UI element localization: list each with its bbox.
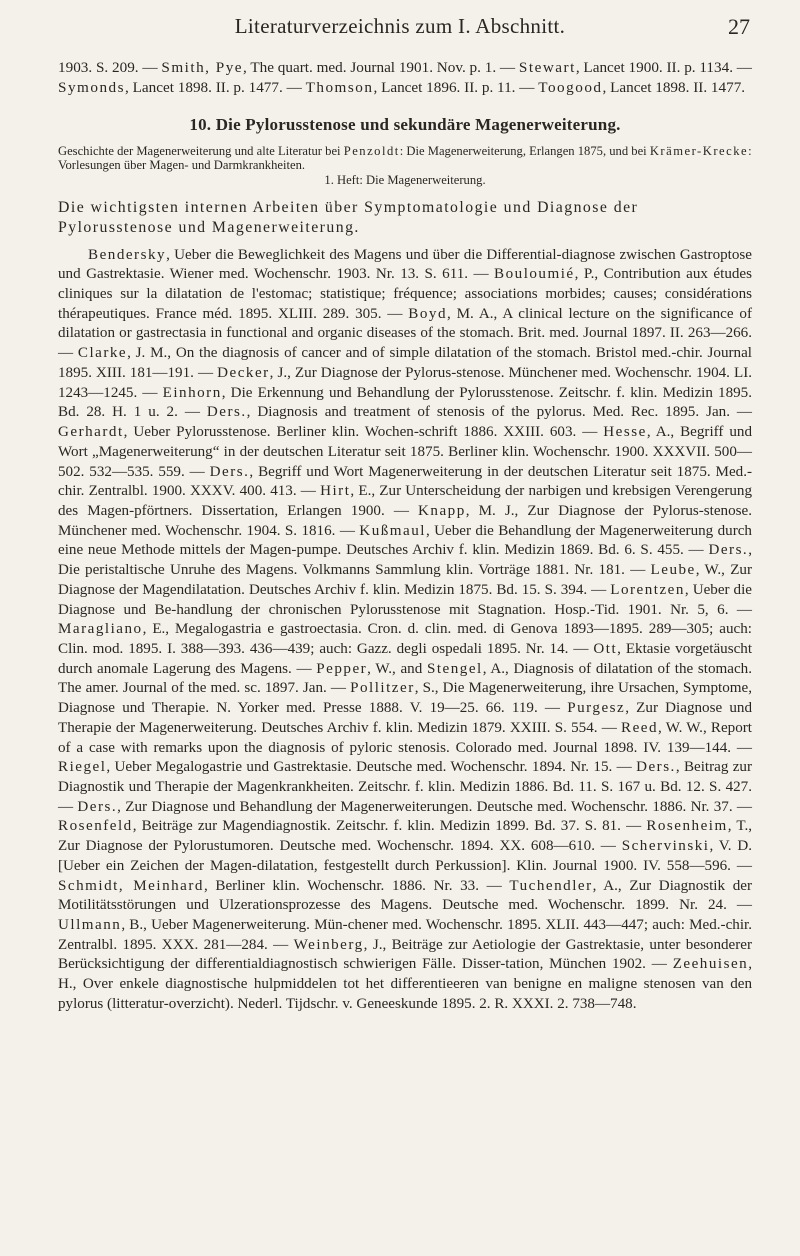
author-name: Rosenfeld xyxy=(58,818,133,835)
author-name: Pollitzer xyxy=(350,680,415,697)
author-name: Hirt xyxy=(320,483,351,500)
author-name: Kußmaul xyxy=(359,522,426,539)
ref-text: , The quart. med. Journal 1901. Nov. p. 1. — xyxy=(243,59,519,76)
ref-text: , Ueber die Behandlung der Magenerweiterung durch eine neue Methode mittels der Magen-pumpe. Deutsches Archiv f. klin. Medizin 1869. Bd. 6. S. 455. — xyxy=(58,522,752,559)
author-name: Ders. xyxy=(209,463,250,480)
ref-text: , Beitrag zur Diagnostik und Therapie der Magenkrankheiten. Zeitschr. f. klin. Medizin 1886. Bd. 11. S. 167 u. Bd. 12. S. 427. — xyxy=(58,759,752,815)
ref-text: , Lancet 1898. II. p. 1477. — xyxy=(125,78,306,96)
ref-text: , T., Zur Diagnose der Pylorustumoren. Deutsche med. Wochenschr. 1894. XX. 608—610. — xyxy=(58,818,753,855)
author-name: Schervinski xyxy=(621,838,710,855)
ref-text: , Lancet 1900. II. p. 1134. — xyxy=(575,59,752,76)
ref-text: , M. A., A clinical lecture on the significance of dilatation or gastrectasia in functional and organic diseases of the stomach. Brit. med. Journal 1897. II. 263—266. — xyxy=(58,305,753,362)
reference-list xyxy=(58,246,752,1015)
author-name: Reed xyxy=(621,719,659,736)
author-name: Pepper xyxy=(316,660,368,677)
ref-text: 1903. S. 209. — xyxy=(58,59,162,76)
author-name: Thomson xyxy=(305,78,374,96)
author-name: Decker xyxy=(217,364,270,381)
ref-text: , Zur Diagnose und Behandlung der Magenerweiterungen. Deutsche med. Wochenschr. 1886. Nr. 37. — xyxy=(117,798,752,815)
history-text: Geschichte der Magenerweiterung und alte Literatur bei xyxy=(58,143,344,158)
ref-text: , W. W., Report of a case with remarks upon the diagnosis of pyloric stenosis. Colorado med. Journal 1898. IV. 139—144. — xyxy=(58,719,752,756)
section-title: Die Pylorusstenose und sekundäre Magenerweiterung. xyxy=(215,114,621,134)
author-name: Lorentzen xyxy=(610,581,685,598)
author-name: Ullmann xyxy=(58,917,122,934)
ref-text: , E., Zur Unterscheidung der narbigen und krebsigen Verengerung des Magen-pförtners. Dissertation, Erlangen 1900. — xyxy=(58,483,752,519)
ref-text: , Begriff und Wort Magenerweiterung in der deutschen Literatur seit 1875. Med.-chir. Zentralbl. 1900. XXXV. 400. 413. — xyxy=(58,463,753,500)
author-name: Toogood xyxy=(538,78,603,96)
ref-text: , Die peristaltische Unruhe des Magens. Volkmanns Sammlung klin. Vorträge 1881. Nr. 181. — xyxy=(58,542,752,579)
page-body xyxy=(58,58,752,1015)
ref-text: , J., Beiträge zur Aetiologie der Gastrektasie, unter besonderer Berücksichtigung der differentialdiagnostisch schwierigen Fälle. Disser-tation, München 1902. — xyxy=(58,936,753,973)
ref-text: , Ueber die Diagnose und Be-handlung der chronischen Pylorusstenose mit Stagnation. Hosp.-Tid. 1901. Nr. 5, 6. — xyxy=(58,581,752,618)
author-name: Weinberg xyxy=(293,936,364,953)
ref-text: , Die Erkennung und Behandlung der Pylorusstenose. Zeitschr. f. klin. Medizin 1895. Bd. 28. H. 1 u. 2. — xyxy=(58,384,752,421)
history-note xyxy=(58,144,752,188)
author-name: Einhorn xyxy=(162,384,222,401)
author-name: Clarke xyxy=(77,345,128,362)
author-name: Knapp xyxy=(418,502,466,519)
author-name: Bouloumié xyxy=(494,266,575,283)
author-name: Leube xyxy=(650,562,696,579)
ref-text: , M. J., Zur Diagnose der Pylorus-stenose. Münchener med. Wochenschr. 1904. S. 1816. — xyxy=(58,502,752,539)
ref-text: , A., Zur Diagnostik der Motilitätsstörungen und Ulzerationsprozesse des Magens. Deutsche med. Wochenschr. 1899. Nr. 24. — xyxy=(58,877,752,914)
author-name: Ders. xyxy=(77,798,118,815)
ref-text: , J. M., On the diagnosis of cancer and of simple dilatation of the stomach. Bristol med.-chir. Journal 1895. XIII. 181—191. — xyxy=(58,345,752,381)
author-name: Gerhardt xyxy=(58,424,124,441)
ref-text: , Zur Diagnose und Therapie der Magenerweiterung. Deutsches Archiv f. klin. Medizin 1879. XXIII. S. 554. — xyxy=(58,700,752,736)
author-name: Ders. xyxy=(206,404,247,421)
author-name: Penzoldt xyxy=(343,143,400,158)
author-name: Maragliano xyxy=(58,621,143,638)
ref-text: , S., Die Magenerweiterung, ihre Ursachen, Symptome, Diagnose und Therapie. N. Yorker med. Presse 1888. V. 19—25. 66. 119. — xyxy=(58,680,753,717)
author-name: Krämer-Krecke xyxy=(649,143,749,158)
author-name: Stengel xyxy=(426,660,483,677)
subheading: Die wichtigsten internen Arbeiten über Symptomatologie und Diagnose der Pylorusstenose und Magenerweiterung. xyxy=(58,198,639,236)
author-name: Schmidt, Meinhard xyxy=(58,877,204,894)
ref-text: , H., Over enkele diagnostische hulpmiddelen tot het differentieeren van benigne en maligne stenosen van den pylorus (litteratur-overzicht). Nederl. Tijdschr. v. Geneeskunde 1895. 2. R. XXXI. 2. 738—748. xyxy=(58,956,752,1012)
running-header xyxy=(0,14,800,44)
ref-text: , A., Begriff und Wort „Magenerweiterung“ in der deutschen Literatur seit 1875. Berliner klin. Wochenschr. 1900. XXXVII. 500—502. 532—535. 559. — xyxy=(58,424,752,480)
ref-text: , A., Diagnosis of dilatation of the stomach. The amer. Journal of the med. sc. 1897. Jan. — xyxy=(58,660,752,697)
ref-text: , W., Zur Diagnose der Magendilatation. Deutsches Archiv f. klin. Medizin 1875. Bd. 15. S. 394. — xyxy=(58,562,752,598)
author-name: Zeehuisen xyxy=(672,956,749,973)
author-name: Tuchendler xyxy=(509,877,593,894)
author-name: Smith, Pye xyxy=(161,59,244,76)
running-title: Literaturverzeichnis zum I. Abschnitt. xyxy=(234,14,566,38)
ref-text: , Ueber die Beweglichkeit des Magens und über die Differential-diagnose zwischen Gastroptose und Gastrektasie. Wiener med. Wochenschr. 1903. Nr. 13. S. 611. — xyxy=(58,246,752,283)
ref-text: , W., and xyxy=(367,660,427,677)
section-number: 10. xyxy=(189,114,216,134)
continued-references xyxy=(58,58,752,98)
ref-text: , V. D. [Ueber ein Zeichen der Magen-dilatation, festgestellt durch Perkussion]. Klin. Journal 1900. IV. 558—596. — xyxy=(58,838,752,874)
author-name: Stewart xyxy=(518,59,576,76)
author-name: Boyd xyxy=(408,305,448,322)
ref-text: , J., Zur Diagnose der Pylorus-stenose. Münchener med. Wochenschr. 1904. LI. 1243—1245. — xyxy=(58,364,752,401)
page-number: 27 xyxy=(728,14,750,39)
ref-text: , E., Megalogastria e gastroectasia. Cron. d. clin. med. di Genova 1893—1895. 289—305; auch: Clin. mod. 1895. I. 388—393. 436—439; auch: Gazz. degli ospedali 1895. Nr. 14. — xyxy=(58,621,752,657)
author-name: Ott xyxy=(593,640,618,657)
section-heading xyxy=(58,115,752,135)
ref-text: , P., Contribution aux études cliniques sur la dilatation de l'estomac; statistique; fréquence; associations morbides; causes; considérations thérapeutiques. France méd. 1895. XLIII. 289. 305. — xyxy=(58,266,752,322)
author-name: Riegel xyxy=(58,759,107,776)
author-name: Bendersky xyxy=(88,246,167,263)
ref-text: , Lancet 1898. II. 1477. xyxy=(602,78,746,96)
author-name: Ders. xyxy=(708,542,749,559)
ref-text: , B., Ueber Magenerweiterung. Mün-chener med. Wochenschr. 1895. XLII. 443—447; auch: Med.-chir. Zentralbl. 1895. XXX. 281—284. — xyxy=(58,917,752,953)
ref-text: , Ektasie vorgetäuscht durch anomale Lagerung des Magens. — xyxy=(58,640,753,677)
author-name: Ders. xyxy=(636,759,676,776)
ref-text: , Berliner klin. Wochenschr. 1886. Nr. 33. — xyxy=(203,877,510,894)
history-text: 1. Heft: Die Magenerweiterung. xyxy=(324,173,486,187)
history-text: : Vorlesungen über Magen- und Darmkrankheiten. xyxy=(58,143,752,173)
ref-text: , Ueber Megalogastrie und Gastrektasie. Deutsche med. Wochenschr. 1894. Nr. 15. — xyxy=(106,759,637,776)
ref-text: , Lancet 1896. II. p. 11. — xyxy=(373,78,539,96)
ref-text: , Beiträge zur Magendiagnostik. Zeitschr. f. klin. Medizin 1899. Bd. 37. S. 81. — xyxy=(132,818,647,835)
ref-text: , Diagnosis and treatment of stenosis of the pylorus. Med. Rec. 1895. Jan. — xyxy=(246,404,753,421)
author-name: Symonds xyxy=(58,78,126,96)
ref-text: , Ueber Pylorusstenose. Berliner klin. Wochen-schrift 1886. XXIII. 603. — xyxy=(123,424,604,441)
author-name: Rosenheim xyxy=(646,818,728,835)
history-text: : Die Magenerweiterung, Erlangen 1875, und bei xyxy=(399,143,650,158)
author-name: Hesse xyxy=(603,424,647,441)
author-name: Purgesz xyxy=(567,700,626,717)
